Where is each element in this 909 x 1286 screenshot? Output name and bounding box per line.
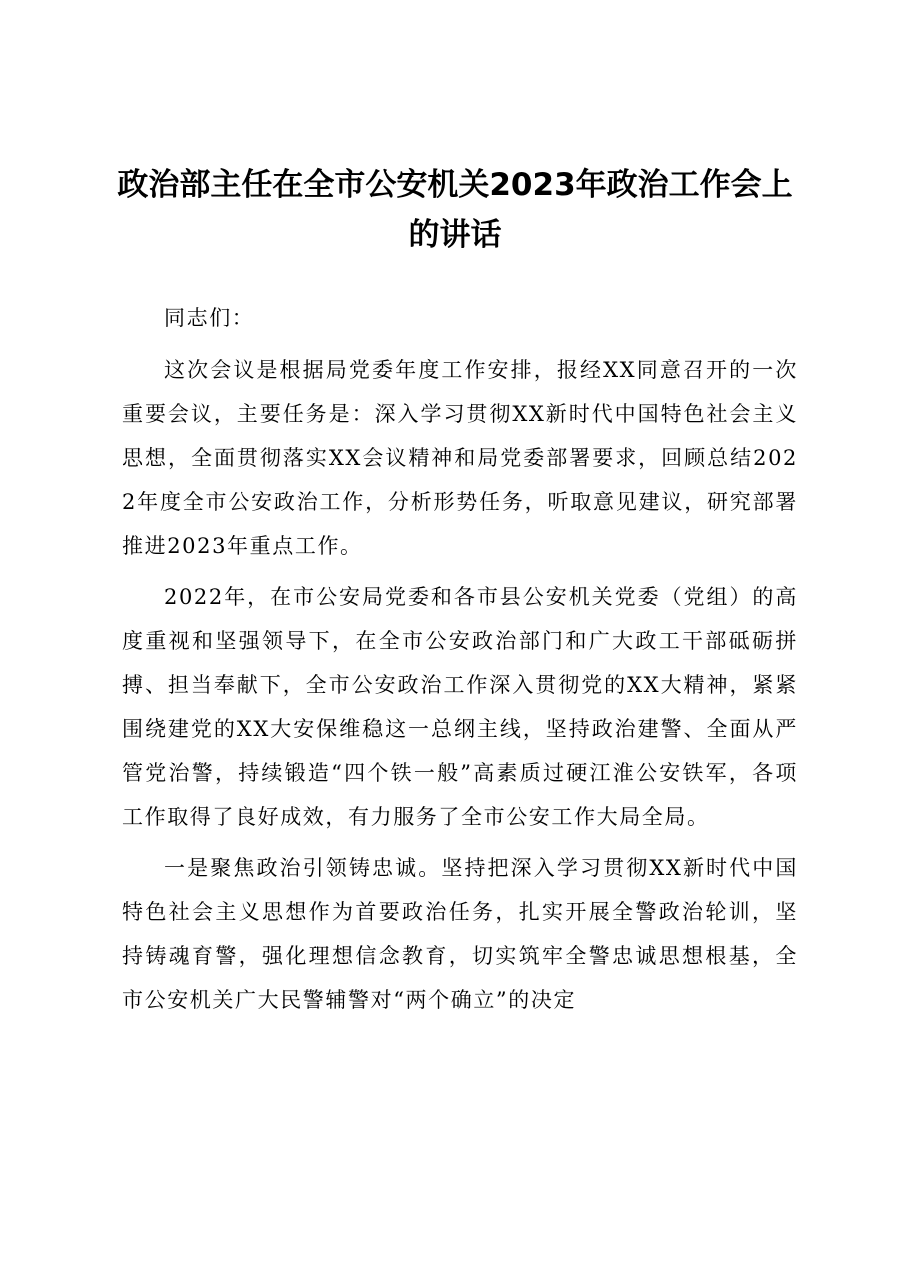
salutation: 同志们： [164, 306, 255, 330]
paragraph-2022-review: 2022年，在市公安局党委和各市县公安机关党委（党组）的高度重视和坚强领导下，在全市公安政治部门和广大政工干部砥砺拼搏、担当奉献下，全市公安政治工作深入贯彻党的XX大精神，紧紧围绕建党的XX大安保维稳这一总纲主线，坚持政治建警、全面从严管党治警，持续锻造“四个铁一般”高素质过硬江淮公安铁军，各项工作取得了良好成效，有力服务了全市公安工作大局全局。 [122, 585, 798, 829]
paragraph-meeting-purpose: 这次会议是根据局党委年度工作安排，报经XX同意召开的一次重要会议，主要任务是：深入学习贯彻XX新时代中国特色社会主义思想，全面贯彻落实XX会议精神和局党委部署要求，回顾总结2022年度全市公安政治工作，分析形势任务，听取意见建议，研究部署推进2023年重点工作。 [122, 358, 798, 558]
document-title: 政治部主任在全市公安机关2023年政治工作会上的讲话 [117, 167, 793, 253]
paragraph-political-leadership: 一是聚焦政治引领铸忠诚。坚持把深入学习贯彻XX新时代中国特色社会主义思想作为首要政治任务，扎实开展全警政治轮训，坚持铸魂育警，强化理想信念教育，切实筑牢全警忠诚思想根基，全市公安机关广大民警辅警对“两个确立”的决定 [122, 856, 798, 1012]
document-body [122, 296, 798, 1029]
